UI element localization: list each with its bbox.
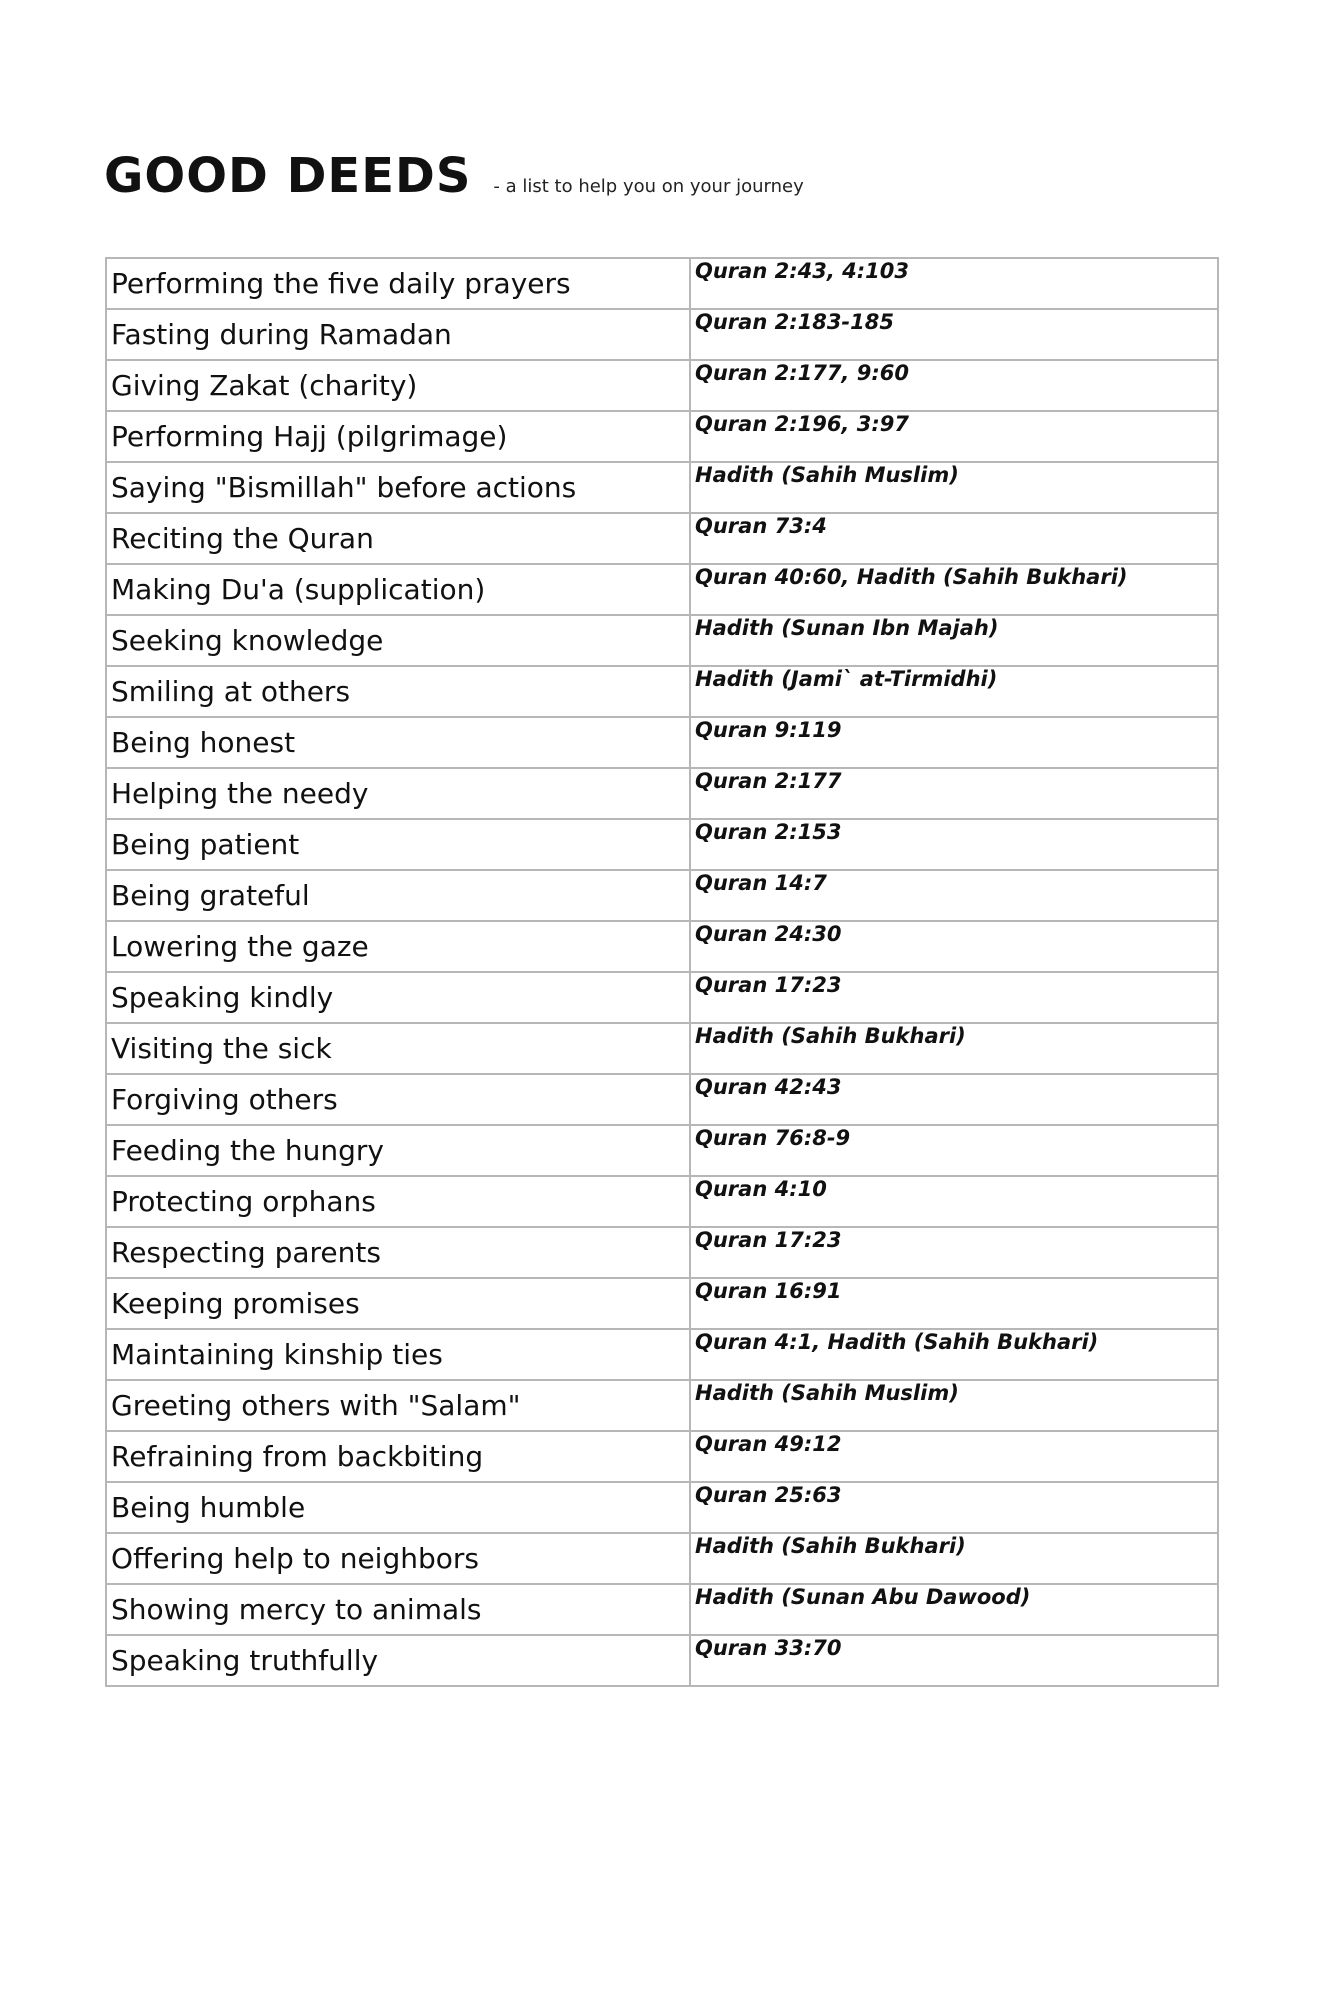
table-row <box>106 360 1218 411</box>
table-row <box>106 666 1218 717</box>
reference-cell: Hadith (Sahih Bukhari) <box>690 1023 1218 1074</box>
deed-cell: Being honest <box>106 717 690 768</box>
deed-cell: Forgiving others <box>106 1074 690 1125</box>
table-row <box>106 1482 1218 1533</box>
reference-cell: Quran 40:60, Hadith (Sahih Bukhari) <box>690 564 1218 615</box>
reference-cell: Quran 25:63 <box>690 1482 1218 1533</box>
reference-cell: Quran 33:70 <box>690 1635 1218 1686</box>
deed-cell: Being patient <box>106 819 690 870</box>
page-header <box>104 148 804 204</box>
table-row <box>106 972 1218 1023</box>
reference-cell: Quran 16:91 <box>690 1278 1218 1329</box>
reference-cell: Quran 2:177 <box>690 768 1218 819</box>
reference-cell: Quran 2:43, 4:103 <box>690 258 1218 309</box>
table-row <box>106 1125 1218 1176</box>
deed-cell: Seeking knowledge <box>106 615 690 666</box>
table-row <box>106 258 1218 309</box>
deed-cell: Lowering the gaze <box>106 921 690 972</box>
deed-cell: Giving Zakat (charity) <box>106 360 690 411</box>
table-row <box>106 1635 1218 1686</box>
reference-cell: Hadith (Sunan Abu Dawood) <box>690 1584 1218 1635</box>
reference-cell: Quran 76:8-9 <box>690 1125 1218 1176</box>
deed-cell: Performing the five daily prayers <box>106 258 690 309</box>
table-row <box>106 564 1218 615</box>
deed-cell: Performing Hajj (pilgrimage) <box>106 411 690 462</box>
deed-cell: Being humble <box>106 1482 690 1533</box>
deed-cell: Offering help to neighbors <box>106 1533 690 1584</box>
reference-cell: Quran 17:23 <box>690 1227 1218 1278</box>
table-row <box>106 1380 1218 1431</box>
table-row <box>106 1278 1218 1329</box>
table-row <box>106 1584 1218 1635</box>
deed-cell: Speaking kindly <box>106 972 690 1023</box>
deed-cell: Fasting during Ramadan <box>106 309 690 360</box>
deed-cell: Respecting parents <box>106 1227 690 1278</box>
reference-cell: Quran 24:30 <box>690 921 1218 972</box>
table-row <box>106 1176 1218 1227</box>
page-title: GOOD DEEDS <box>104 148 472 204</box>
table-row <box>106 1227 1218 1278</box>
reference-cell: Quran 49:12 <box>690 1431 1218 1482</box>
reference-cell: Quran 4:10 <box>690 1176 1218 1227</box>
reference-cell: Quran 14:7 <box>690 870 1218 921</box>
reference-cell: Hadith (Sahih Muslim) <box>690 1380 1218 1431</box>
deed-cell: Making Du'a (supplication) <box>106 564 690 615</box>
deed-cell: Reciting the Quran <box>106 513 690 564</box>
page-subtitle: - a list to help you on your journey <box>493 176 804 197</box>
deed-cell: Smiling at others <box>106 666 690 717</box>
deed-cell: Protecting orphans <box>106 1176 690 1227</box>
reference-cell: Hadith (Sahih Bukhari) <box>690 1533 1218 1584</box>
reference-cell: Quran 2:196, 3:97 <box>690 411 1218 462</box>
reference-cell: Quran 2:177, 9:60 <box>690 360 1218 411</box>
table-row <box>106 1329 1218 1380</box>
table-row <box>106 1431 1218 1482</box>
table-row <box>106 309 1218 360</box>
table-row <box>106 411 1218 462</box>
table-row <box>106 1023 1218 1074</box>
reference-cell: Quran 42:43 <box>690 1074 1218 1125</box>
deed-cell: Helping the needy <box>106 768 690 819</box>
deed-cell: Showing mercy to animals <box>106 1584 690 1635</box>
reference-cell: Hadith (Sahih Muslim) <box>690 462 1218 513</box>
table-row <box>106 768 1218 819</box>
deed-cell: Being grateful <box>106 870 690 921</box>
good-deeds-table-body <box>106 258 1218 1686</box>
reference-cell: Quran 2:183-185 <box>690 309 1218 360</box>
reference-cell: Hadith (Jami` at-Tirmidhi) <box>690 666 1218 717</box>
table-row <box>106 819 1218 870</box>
deed-cell: Speaking truthfully <box>106 1635 690 1686</box>
table-row <box>106 717 1218 768</box>
deed-cell: Greeting others with "Salam" <box>106 1380 690 1431</box>
reference-cell: Quran 2:153 <box>690 819 1218 870</box>
deed-cell: Refraining from backbiting <box>106 1431 690 1482</box>
deed-cell: Visiting the sick <box>106 1023 690 1074</box>
good-deeds-table <box>105 257 1219 1687</box>
deed-cell: Maintaining kinship ties <box>106 1329 690 1380</box>
table-row <box>106 615 1218 666</box>
table-row <box>106 1533 1218 1584</box>
reference-cell: Quran 9:119 <box>690 717 1218 768</box>
table-row <box>106 1074 1218 1125</box>
deed-cell: Saying "Bismillah" before actions <box>106 462 690 513</box>
reference-cell: Quran 4:1, Hadith (Sahih Bukhari) <box>690 1329 1218 1380</box>
table-row <box>106 513 1218 564</box>
reference-cell: Quran 73:4 <box>690 513 1218 564</box>
table-row <box>106 462 1218 513</box>
table-row <box>106 870 1218 921</box>
deed-cell: Feeding the hungry <box>106 1125 690 1176</box>
reference-cell: Quran 17:23 <box>690 972 1218 1023</box>
table-row <box>106 921 1218 972</box>
reference-cell: Hadith (Sunan Ibn Majah) <box>690 615 1218 666</box>
deed-cell: Keeping promises <box>106 1278 690 1329</box>
